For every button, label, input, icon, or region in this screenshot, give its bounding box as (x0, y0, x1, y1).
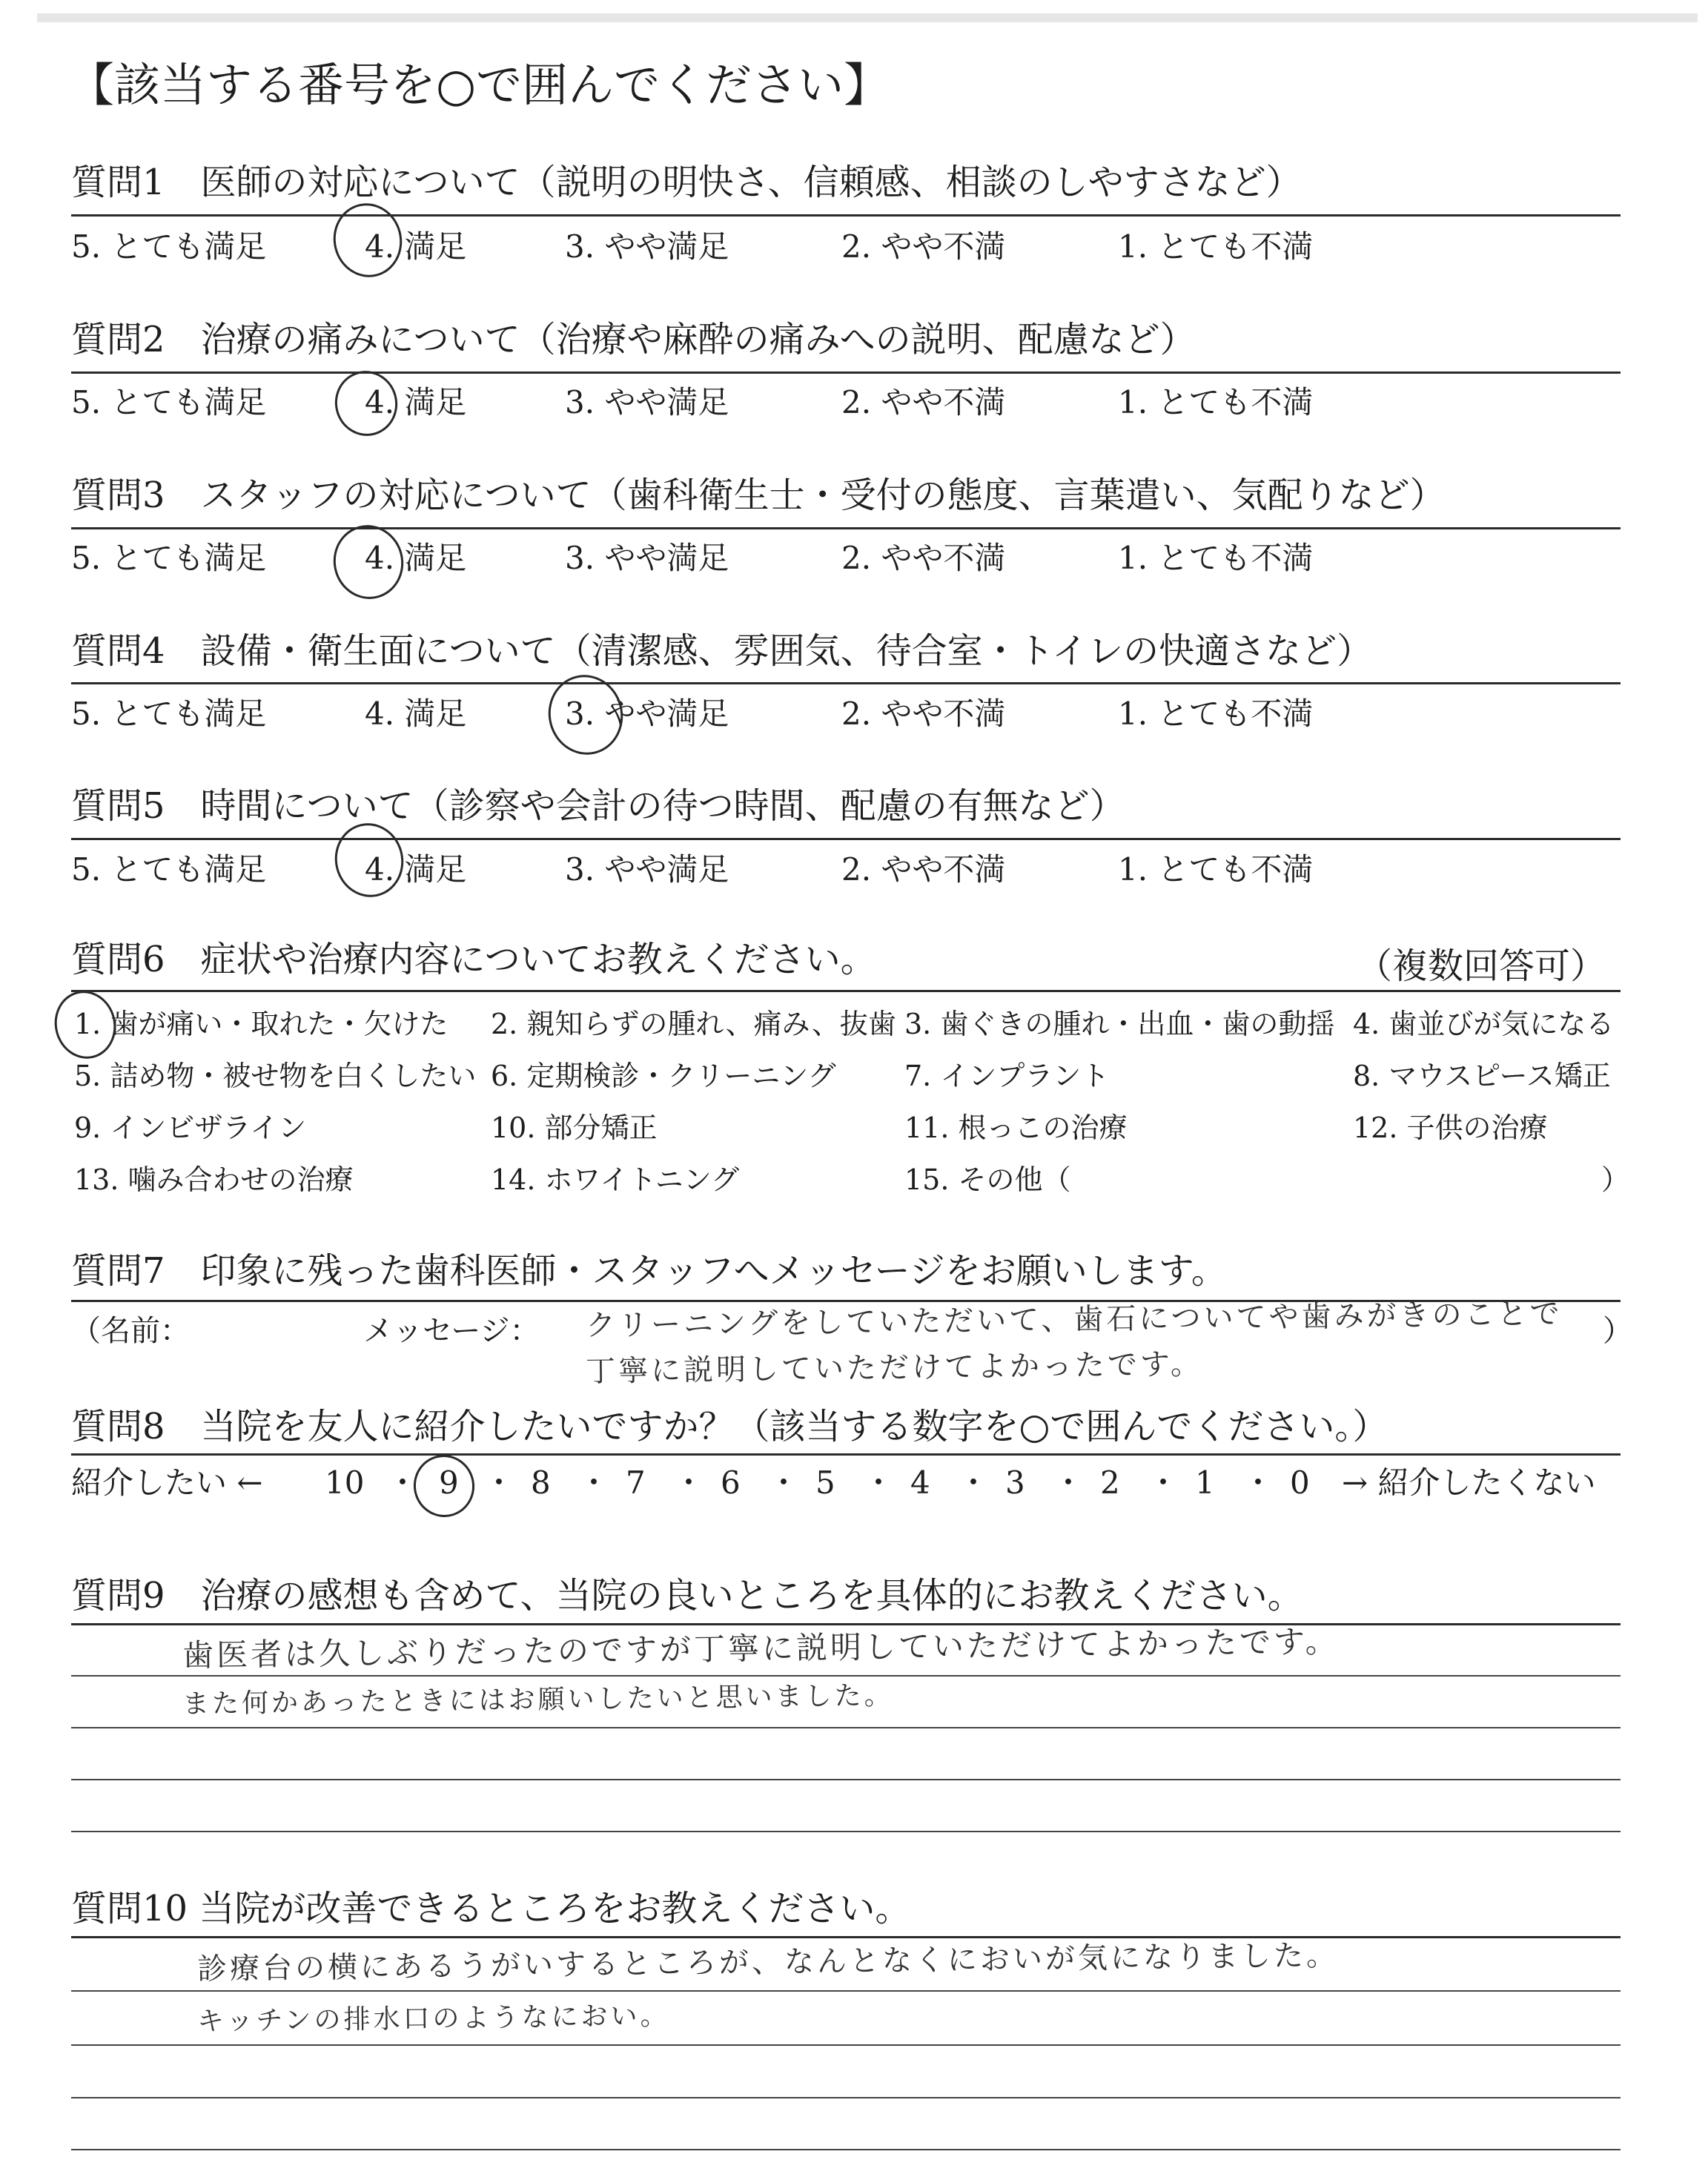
message-close-paren: ） (1603, 1314, 1632, 1348)
rating-option-3[interactable]: 3. やや満足 (565, 696, 729, 732)
rating-option-3[interactable]: 3. やや満足 (565, 851, 729, 888)
symptom-option-13[interactable]: 13. 噛み合わせの治療 (74, 1163, 354, 1196)
rating-option-5[interactable]: 5. とても満足 (71, 228, 267, 265)
handwritten-answer-line: 歯医者は久しぶりだったのですが丁寧に説明していただけてよかったです。 (182, 1622, 1340, 1674)
symptom-option-10[interactable]: 10. 部分矯正 (491, 1112, 658, 1144)
scale-separator: ・ (768, 1464, 800, 1501)
writing-line (71, 2149, 1621, 2150)
symptom-option-4[interactable]: 4. 歯並びが気になる (1353, 1008, 1615, 1040)
rating-option-4[interactable]: 4. 満足 (365, 696, 467, 732)
symptom-option-15[interactable]: 15. その他（ (904, 1163, 1071, 1196)
symptom-option-12[interactable]: 12. 子供の治療 (1353, 1112, 1548, 1144)
symptom-option-3[interactable]: 3. 歯ぐきの腫れ・出血・歯の動揺 (904, 1008, 1335, 1040)
question-1-title: 質問1 医師の対応について（説明の明快さ、信頼感、相談のしやすさなど） (71, 162, 1302, 203)
rating-option-4[interactable]: 4. 満足 (365, 851, 467, 888)
divider (71, 527, 1621, 529)
handwritten-answer-line: 診療台の横にあるうがいするところが、なんとなくにおいが気になりました。 (196, 1938, 1340, 1986)
other-close-paren: ） (1601, 1163, 1630, 1196)
scale-value-10[interactable]: 10 (325, 1464, 365, 1501)
rating-option-5[interactable]: 5. とても満足 (71, 696, 267, 732)
symptom-option-8[interactable]: 8. マウスピース矯正 (1353, 1060, 1611, 1092)
rating-option-3[interactable]: 3. やや満足 (565, 384, 729, 420)
handwritten-message-line: 丁寧に説明していただけてよかったです。 (585, 1347, 1204, 1389)
name-label: （名前： (71, 1314, 190, 1348)
question-8-title: 質問8 当院を友人に紹介したいですか？（該当する数字を○で囲んでください。） (71, 1406, 1388, 1447)
symptom-option-7[interactable]: 7. インプラント (904, 1060, 1110, 1092)
writing-line (71, 1779, 1621, 1780)
question-4-title: 質問4 設備・衛生面について（清潔感、雰囲気、待合室・トイレの快適さなど） (71, 630, 1373, 672)
handwritten-message-line: クリーニングをしていただいて、歯石についてや歯みがきのことで (585, 1296, 1563, 1343)
symptom-option-9[interactable]: 9. インビザライン (74, 1112, 307, 1144)
question-9-title: 質問9 治療の感想も含めて、当院の良いところを具体的にお教えください。 (71, 1575, 1303, 1616)
multiple-answers-note: （複数回答可） (1357, 945, 1606, 987)
rating-option-2[interactable]: 2. やや不満 (841, 384, 1006, 420)
question-3-title: 質問3 スタッフの対応について（歯科衛生士・受付の態度、言葉遣い、気配りなど） (71, 475, 1446, 516)
writing-line (71, 1990, 1621, 1992)
divider (71, 1453, 1621, 1456)
scale-value-5[interactable]: 5 (815, 1464, 835, 1501)
rating-option-5[interactable]: 5. とても満足 (71, 540, 267, 576)
scan-edge (37, 13, 1698, 22)
scale-separator: ・ (387, 1464, 419, 1501)
divider (71, 682, 1621, 684)
scale-separator: ・ (958, 1464, 990, 1501)
question-7-title: 質問7 印象に残った歯科医師・スタッフへメッセージをお願いします。 (71, 1250, 1227, 1292)
selection-circle (327, 816, 411, 904)
writing-line (71, 1727, 1621, 1728)
writing-line (71, 1831, 1621, 1832)
divider (71, 214, 1621, 217)
message-label: メッセージ： (363, 1314, 540, 1348)
selection-circle (407, 1448, 481, 1523)
handwritten-answer-line: また何かあったときにはお願いしたいと思いました。 (182, 1680, 894, 1720)
rating-option-2[interactable]: 2. やや不満 (841, 851, 1006, 888)
scale-value-3[interactable]: 3 (1005, 1464, 1025, 1501)
selection-circle (325, 518, 411, 607)
rating-option-5[interactable]: 5. とても満足 (71, 851, 267, 888)
scale-separator: ・ (1148, 1464, 1179, 1501)
scale-right-label: → 紹介したくない (1342, 1464, 1596, 1501)
divider (71, 990, 1621, 992)
rating-option-1[interactable]: 1. とても不満 (1118, 540, 1314, 576)
rating-option-1[interactable]: 1. とても不満 (1118, 228, 1314, 265)
scale-separator: ・ (673, 1464, 705, 1501)
question-2-title: 質問2 治療の痛みについて（治療や麻酔の痛みへの説明、配慮など） (71, 319, 1196, 360)
rating-option-1[interactable]: 1. とても不満 (1118, 851, 1314, 888)
scale-value-9[interactable]: 9 (439, 1464, 459, 1501)
selection-circle (540, 667, 631, 763)
rating-option-3[interactable]: 3. やや満足 (565, 540, 729, 576)
scale-separator: ・ (1242, 1464, 1274, 1501)
rating-option-4[interactable]: 4. 満足 (365, 384, 467, 420)
scale-separator: ・ (1053, 1464, 1085, 1501)
selection-circle (325, 196, 409, 284)
scale-value-1[interactable]: 1 (1195, 1464, 1215, 1501)
question-5-title: 質問5 時間について（診察や会計の待つ時間、配慮の有無など） (71, 785, 1125, 827)
divider (71, 371, 1621, 374)
rating-option-4[interactable]: 4. 満足 (365, 540, 467, 576)
rating-option-3[interactable]: 3. やや満足 (565, 228, 729, 265)
scale-left-label: 紹介したい ← (71, 1464, 263, 1501)
rating-option-5[interactable]: 5. とても満足 (71, 384, 267, 420)
rating-option-4[interactable]: 4. 満足 (365, 228, 467, 265)
scale-separator: ・ (483, 1464, 515, 1501)
question-10-title: 質問10 当院が改善できるところをお教えください。 (71, 1888, 911, 1929)
scale-value-7[interactable]: 7 (626, 1464, 646, 1501)
scale-value-8[interactable]: 8 (531, 1464, 551, 1501)
scale-value-4[interactable]: 4 (910, 1464, 930, 1501)
rating-option-2[interactable]: 2. やや不満 (841, 228, 1006, 265)
scale-value-2[interactable]: 2 (1100, 1464, 1120, 1501)
question-6-title: 質問6 症状や治療内容についてお教えください。 (71, 939, 876, 980)
scale-separator: ・ (578, 1464, 610, 1501)
rating-option-2[interactable]: 2. やや不満 (841, 540, 1006, 576)
divider (71, 838, 1621, 840)
handwritten-answer-line: キッチンの排水口のようなにおい。 (196, 2001, 670, 2037)
symptom-option-1[interactable]: 1. 歯が痛い・取れた・欠けた (74, 1008, 448, 1040)
scale-separator: ・ (863, 1464, 895, 1501)
selection-circle (47, 984, 123, 1065)
symptom-option-6[interactable]: 6. 定期検診・クリーニング (491, 1060, 836, 1092)
selection-circle (328, 364, 405, 443)
symptom-option-5[interactable]: 5. 詰め物・被せ物を白くしたい (74, 1060, 477, 1092)
scale-value-0[interactable]: 0 (1290, 1464, 1310, 1501)
writing-line (71, 2097, 1621, 2098)
rating-option-1[interactable]: 1. とても不満 (1118, 384, 1314, 420)
symptom-option-14[interactable]: 14. ホワイトニング (491, 1163, 740, 1196)
symptom-option-2[interactable]: 2. 親知らずの腫れ、痛み、抜歯 (491, 1008, 896, 1040)
scale-value-6[interactable]: 6 (721, 1464, 741, 1501)
sheet-header: 【該当する番号を○で囲んでください】 (68, 58, 890, 112)
writing-line (71, 2044, 1621, 2046)
rating-option-1[interactable]: 1. とても不満 (1118, 696, 1314, 732)
symptom-option-11[interactable]: 11. 根っこの治療 (904, 1112, 1128, 1144)
rating-option-2[interactable]: 2. やや不満 (841, 696, 1006, 732)
